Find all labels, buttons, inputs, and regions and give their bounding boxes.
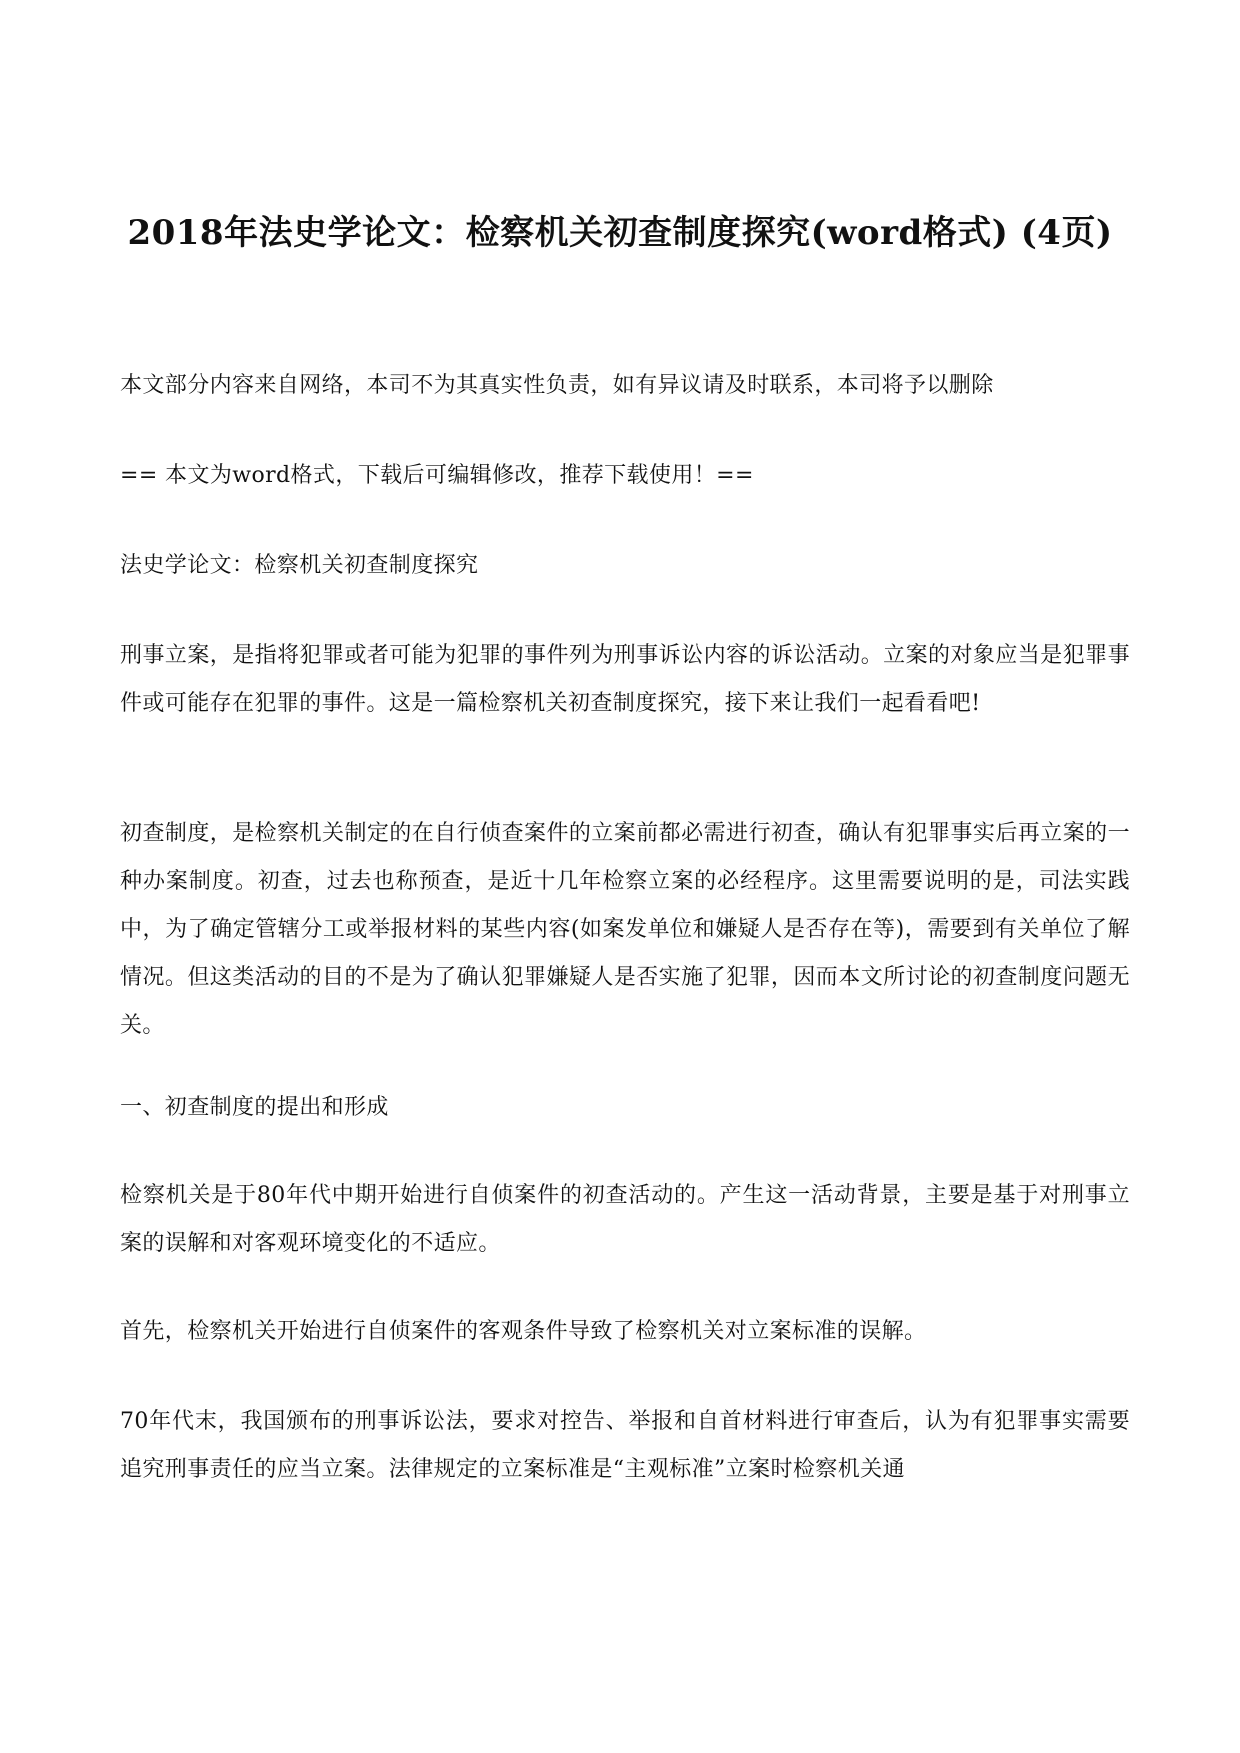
paragraph: 70年代末，我国颁布的刑事诉讼法，要求对控告、举报和自首材料进行审查后，认为有犯罪事实需要追究刑事责任的应当立案。法律规定的立案标准是“主观标准”立案时检察机关通 <box>120 1409 1130 1482</box>
format-note: == 本文为word格式，下载后可编辑修改，推荐下载使用！== <box>120 463 754 488</box>
paragraph: 检察机关是于80年代中期开始进行自侦案件的初查活动的。产生这一活动背景，主要是基于对刑事立案的误解和对客观环境变化的不适应。 <box>120 1183 1130 1256</box>
document-title: 2018年法史学论文：检察机关初查制度探究(word格式) (4页) <box>127 213 1113 253</box>
disclaimer-text: 本文部分内容来自网络，本司不为其真实性负责，如有异议请及时联系，本司将予以删除 <box>120 373 994 398</box>
paragraph: 首先，检察机关开始进行自侦案件的客观条件导致了检察机关对立案标准的误解。 <box>120 1319 927 1344</box>
paragraph: 初查制度，是检察机关制定的在自行侦查案件的立案前都必需进行初查，确认有犯罪事实后再立案的一种办案制度。初查，过去也称预查，是近十几年检察立案的必经程序。这里需要说明的是，司法实践中，为了确定管辖分工或举报材料的某些内容(如案发单位和嫌疑人是否存在等)，需要到有关单位了解情况。但这类活动的目的不是为了确认犯罪嫌疑人是否实施了犯罪，因而本文所讨论的初查制度问题无关。 <box>120 821 1130 1038</box>
document-subtitle: 法史学论文：检察机关初查制度探究 <box>120 553 479 578</box>
section-heading: 一、初查制度的提出和形成 <box>120 1095 389 1120</box>
paragraph: 刑事立案，是指将犯罪或者可能为犯罪的事件列为刑事诉讼内容的诉讼活动。立案的对象应当是犯罪事件或可能存在犯罪的事件。这是一篇检察机关初查制度探究，接下来让我们一起看看吧! <box>120 643 1130 716</box>
